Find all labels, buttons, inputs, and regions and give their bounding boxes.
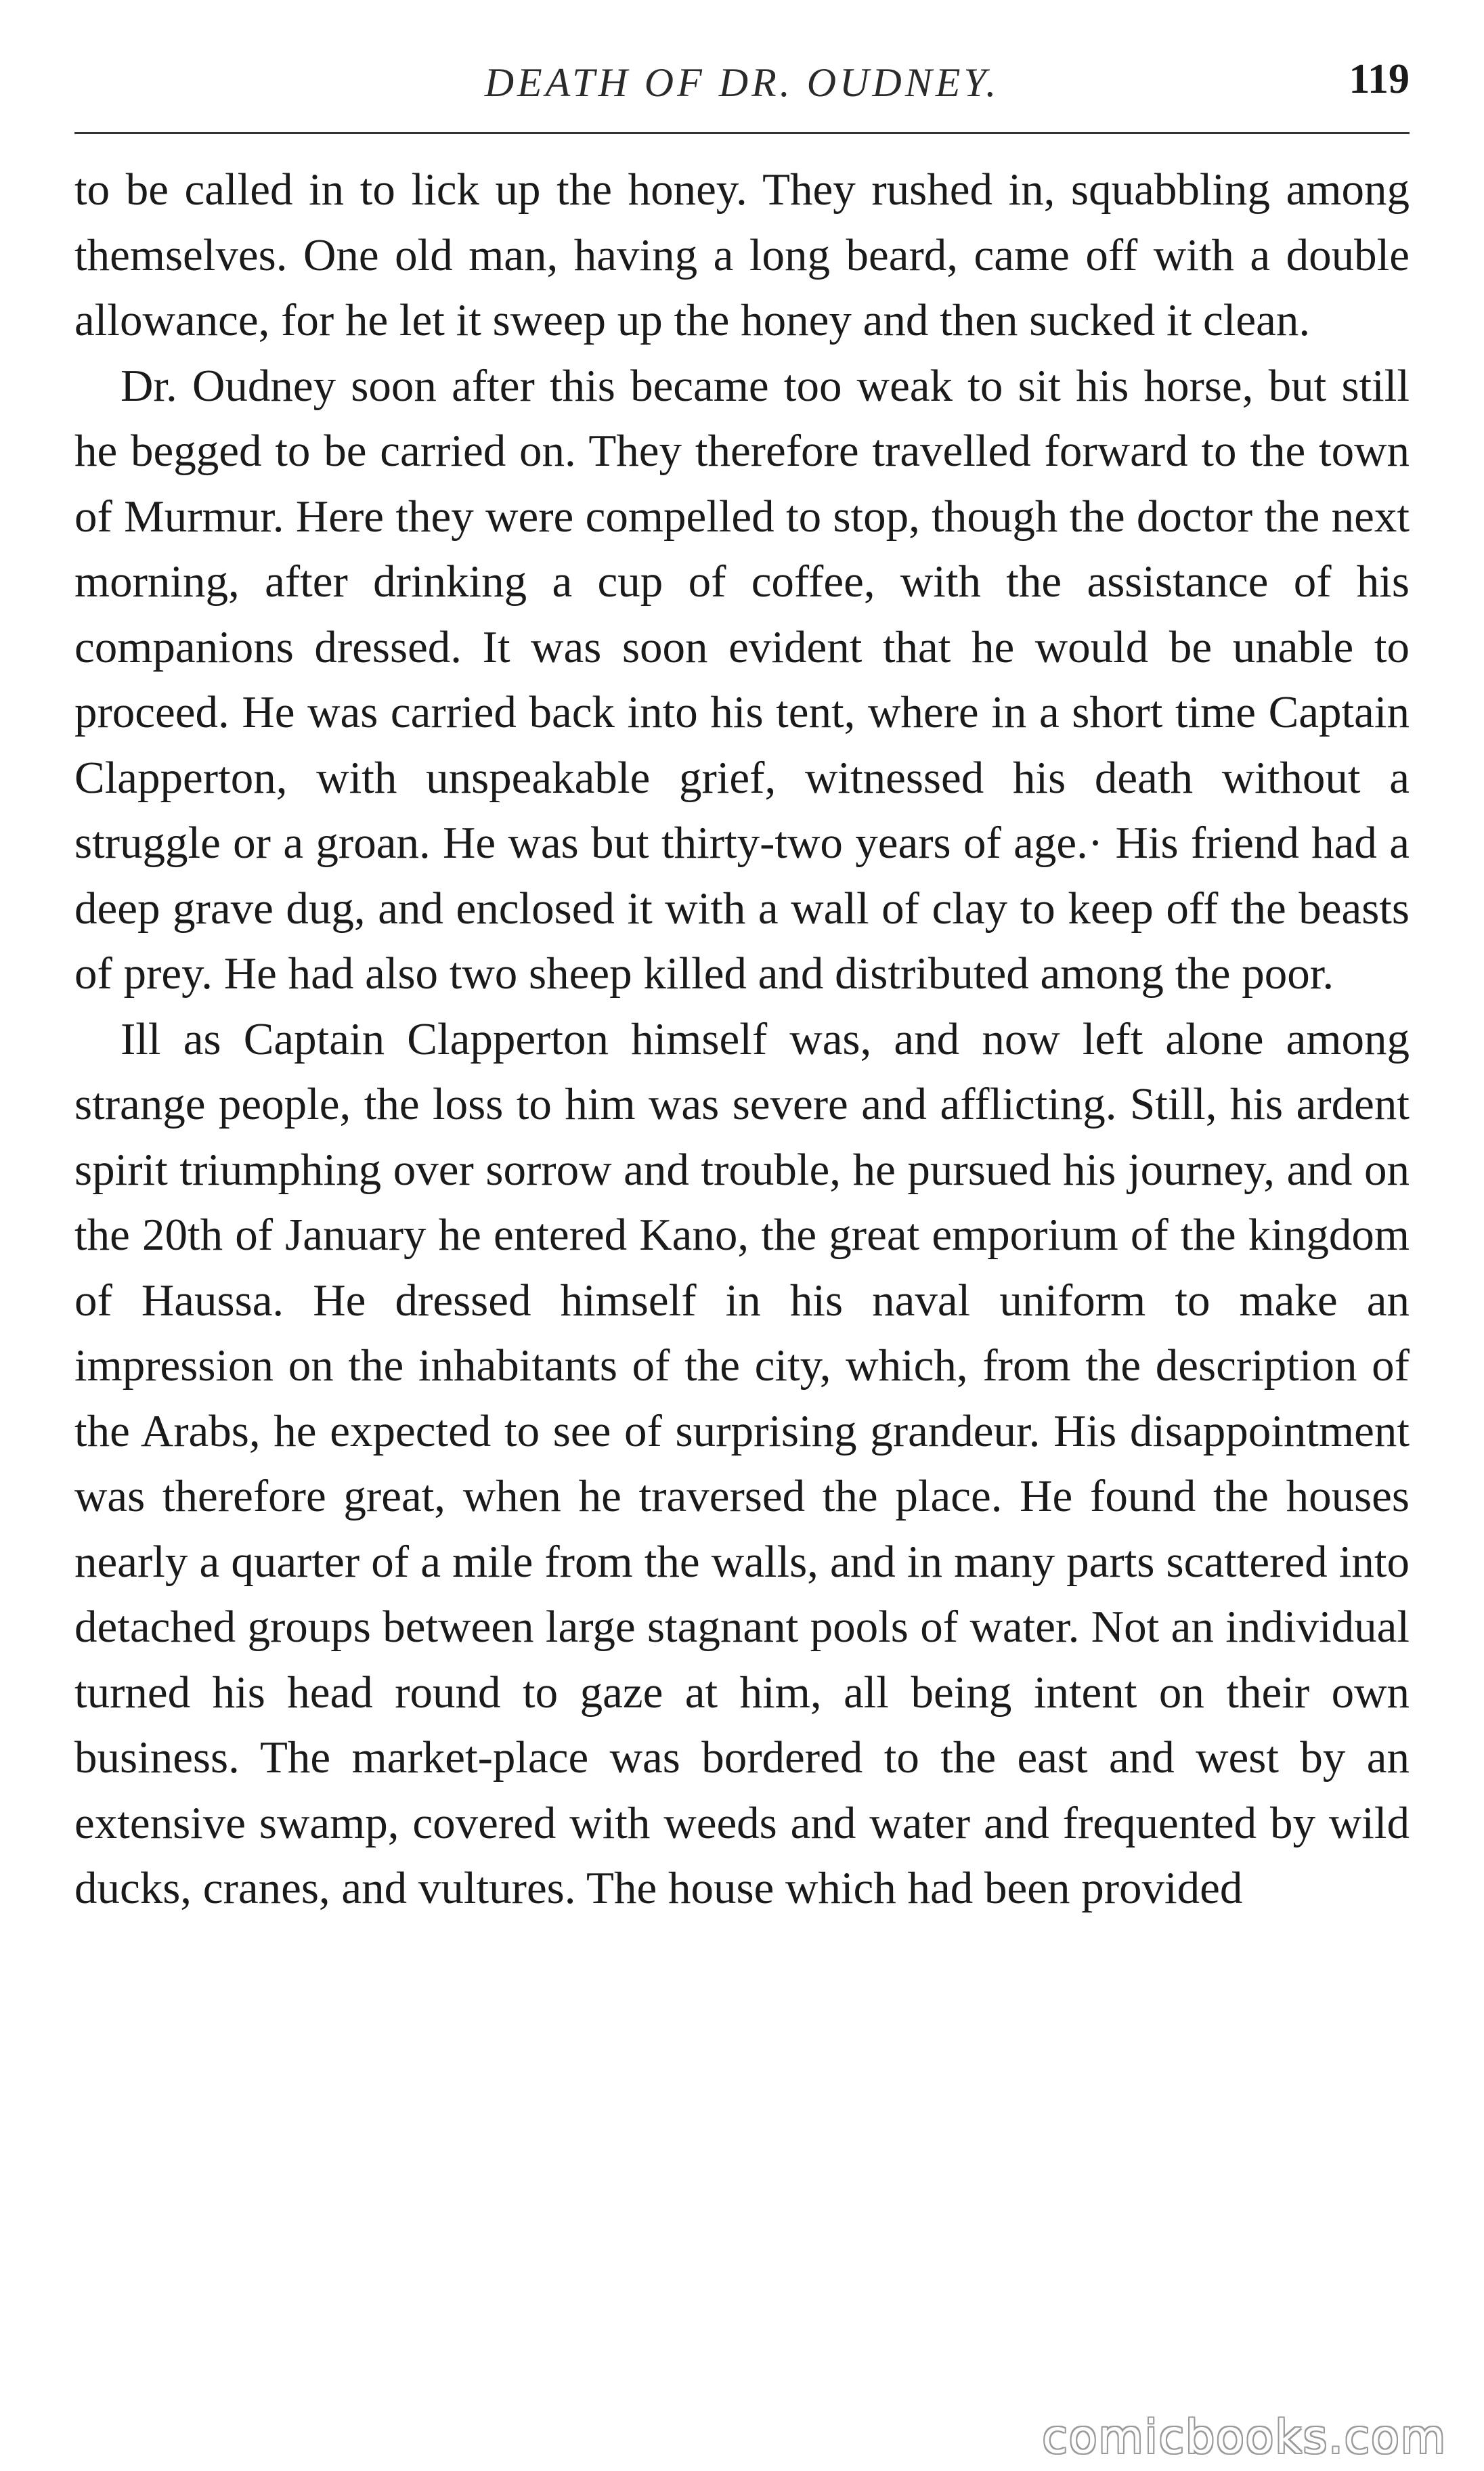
running-title: DEATH OF DR. OUDNEY. <box>484 60 1000 105</box>
header-rule <box>74 132 1410 134</box>
paragraph-continued: to be called in to lick up the honey. They rushed in, squabbling among themselves. One old man, having a long beard, came off with a double allowance, for he let it sweep up the honey and then sucked it clean. <box>74 165 1410 345</box>
watermark: comicbooks.com <box>1042 2411 1447 2464</box>
paragraph-kano-arrival: Ill as Captain Clapperton himself was, and now left alone among strange people, the loss to him was severe and afflicting. Still, his ardent spirit triumphing over sorrow and trouble, he pursued his journey, and on the 20th of January he entered Kano, the great emporium of the kingdom of Haussa. He dressed himself in his naval uniform to make an impression on the inhabitants of the city, which, from the description of the Arabs, he expected to see of surprising grandeur. His disappointment was therefore great, when he traversed the place. He found the houses nearly a quarter of a mile from the walls, and in many parts scattered into detached groups between large stagnant pools of water. Not an individual turned his head round to gaze at him, all being intent on their own business. The market-place was bordered to the east and west by an extensive swamp, covered with weeds and water and frequented by wild ducks, cranes, and vultures. The house which had been provided <box>74 1013 1410 1913</box>
body-text <box>74 157 1410 1921</box>
page-number: 119 <box>1349 56 1410 102</box>
running-head <box>74 47 1410 108</box>
paragraph-oudney-death: Dr. Oudney soon after this became too weak to sit his horse, but still he begged to be carried on. They therefore travelled forward to the town of Murmur. Here they were compelled to stop, though the doctor the next morning, after drinking a cup of coffee, with the assistance of his companions dressed. It was soon evident that he would be unable to proceed. He was carried back into his tent, where in a short time Captain Clapperton, with unspeakable grief, witnessed his death without a struggle or a groan. He was but thirty-two years of age.· His friend had a deep grave dug, and enclosed it with a wall of clay to keep off the beasts of prey. He had also two sheep killed and distributed among the poor. <box>74 360 1410 999</box>
